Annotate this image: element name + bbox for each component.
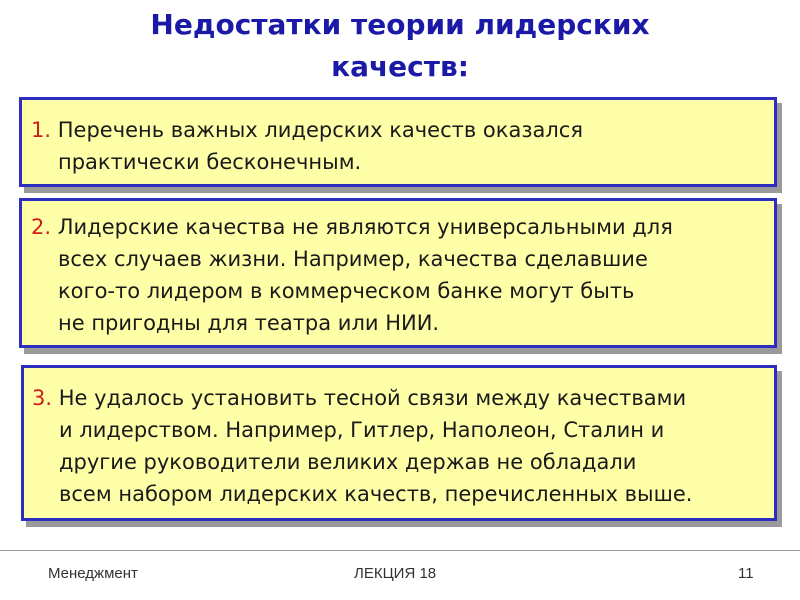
point-1-first-line xyxy=(31,114,764,146)
footer-lecture: ЛЕКЦИЯ 18 xyxy=(354,565,437,582)
point-box-2 xyxy=(19,198,777,348)
point-2-first-line xyxy=(31,211,764,243)
footer-page-number: 11 xyxy=(738,565,754,582)
point-1-text-line-2: практически бесконечным. xyxy=(58,150,362,174)
point-3-number: 3. xyxy=(32,386,53,410)
point-2-text-line-2: всех случаев жизни. Например, качества сделавшие xyxy=(58,247,648,271)
point-2-text-line-1: Лидерские качества не являются универсальными для xyxy=(57,215,673,239)
footer-course: Менеджмент xyxy=(48,565,138,582)
point-1-text-line-1: Перечень важных лидерских качеств оказался xyxy=(57,118,583,142)
slide-title xyxy=(0,4,800,88)
point-3-text-line-3: другие руководители великих держав не обладали xyxy=(59,450,637,474)
point-3-text-line-2: и лидерством. Например, Гитлер, Наполеон, Сталин и xyxy=(59,418,665,442)
point-box-3 xyxy=(21,365,777,521)
point-1-number: 1. xyxy=(31,118,52,142)
slide-title-line-2: качеств: xyxy=(331,50,469,83)
point-2-text-line-4: не пригодны для театра или НИИ. xyxy=(58,311,440,335)
slide-title-line-1: Недостатки теории лидерских xyxy=(150,8,650,41)
footer-divider xyxy=(0,550,800,551)
point-2-text-line-3: кого-то лидером в коммерческом банке могут быть xyxy=(58,279,635,303)
point-box-1 xyxy=(19,97,777,187)
point-3-text-line-1: Не удалось установить тесной связи между качествами xyxy=(58,386,687,410)
point-3-text-line-4: всем набором лидерских качеств, перечисленных выше. xyxy=(59,482,693,506)
point-2-number: 2. xyxy=(31,215,52,239)
point-3-first-line xyxy=(32,382,764,414)
